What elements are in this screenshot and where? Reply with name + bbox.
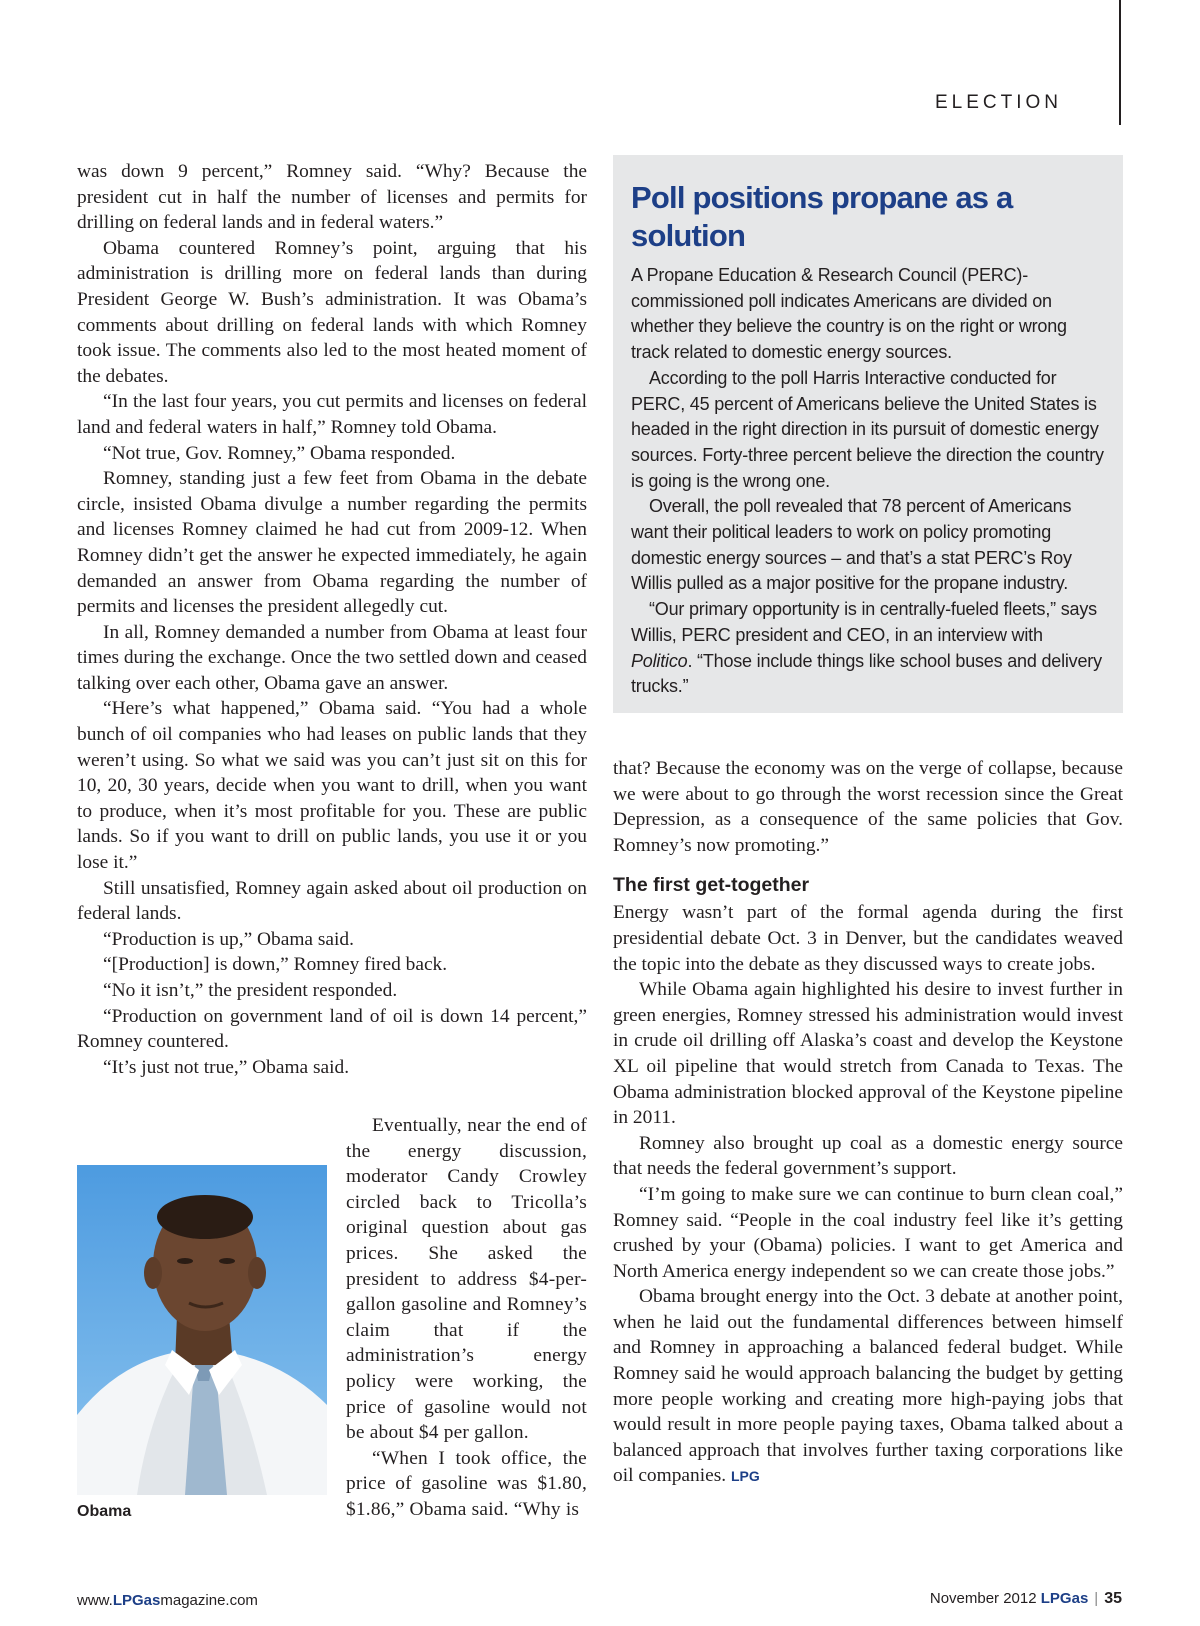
paragraph: While Obama again highlighted his desire to invest further in green energies, Romney stressed his administration would invest in crude oil drilling off Alaska’s coast and develop the Keystone XL oil pipeline that would stretch from Canada to Texas. The Obama administration blocked approval of the Keystone pipeline in 2011. bbox=[613, 979, 1123, 1129]
magazine-name: LPGas bbox=[1040, 1590, 1089, 1607]
issue-date: November 2012 bbox=[929, 1590, 1037, 1607]
paragraph: Romney also brought up coal as a domestic energy source that needs the federal government’s support. bbox=[613, 1132, 1123, 1180]
paragraph-text: Obama brought energy into the Oct. 3 debate at another point, when he laid out the fundamental differences between himself and Romney in approaching a balanced federal budget. While Romney said he would approach balancing the budget by getting more people working and creating more high-paying jobs that would result in more people paying taxes, Obama talked about a balanced approach that involves further taxing corporations like oil companies. bbox=[613, 1286, 1123, 1487]
paragraph: “In the last four years, you cut permits and licenses on federal land and federal waters in half,” Romney told Obama. bbox=[77, 391, 587, 438]
paragraph: Obama countered Romney’s point, arguing that his administration is drilling more on federal lands than during President George W. Bush’s administration. It was Obama’s comments about drilling on federal lands with which Romney took issue. The comments also led to the most heated moment of the debates. bbox=[77, 237, 587, 387]
paragraph: Energy wasn’t part of the formal agenda during the first presidential debate Oct. 3 in Denver, but the candidates weaved the topic into the debate as they discussed ways to create jobs. bbox=[613, 902, 1123, 975]
paragraph: “[Production] is down,” Romney fired back. bbox=[103, 954, 448, 976]
paragraph: “Here’s what happened,” Obama said. “You had a whole bunch of oil companies who had leases on public lands that they weren’t using. So what we said was you can’t just sit on this for 10, 20, 30 years, decide when you want to drill, when you want to produce, when it’s most profitable for you. These are public lands. So if you want to drill on public lands, you use it or you lose it.” bbox=[77, 698, 587, 874]
left-column bbox=[77, 159, 587, 1080]
end-mark: LPG bbox=[730, 1468, 760, 1485]
paragraph: In all, Romney demanded a number from Obama at least four times during the exchange. Once the two settled down and ceased talking over each other, Obama gave an answer. bbox=[77, 621, 587, 694]
sidebar-paragraph: A Propane Education & Research Council (PERC)-commissioned poll indicates Americans are divided on whether they believe the country is on the right or wrong track related to domestic energy sources. bbox=[631, 265, 1067, 363]
footer-url-suffix: magazine.com bbox=[160, 1592, 258, 1609]
section-divider bbox=[1119, 0, 1121, 125]
sidebar-quote-text: “Our primary opportunity is in centrally-fueled fleets,” says Willis, PERC president and CEO, in an interview with bbox=[631, 599, 1097, 645]
paragraph: that? Because the economy was on the verge of collapse, because we were about to go through the worst recession since the Great Depression, as a consequence of the same policies that Gov. Romney’s now promoting.” bbox=[613, 758, 1123, 856]
sidebar-paragraph: Overall, the poll revealed that 78 percent of Americans want their political leaders to work on policy promoting domestic energy sources – and that’s a stat PERC’s Roy Willis pulled as a major positive for the propane industry. bbox=[631, 496, 1072, 594]
obama-photo bbox=[77, 1165, 327, 1495]
paragraph bbox=[613, 1284, 1123, 1490]
paragraph: “Not true, Gov. Romney,” Obama responded. bbox=[103, 442, 456, 464]
right-column bbox=[613, 756, 1123, 1490]
sidebar-box bbox=[613, 155, 1123, 713]
narrow-column bbox=[346, 1113, 587, 1523]
footer-url[interactable] bbox=[77, 1592, 258, 1609]
paragraph: “It’s just not true,” Obama said. bbox=[103, 1056, 350, 1078]
portrait-image bbox=[77, 1165, 327, 1495]
sidebar-quote-text: . “Those include things like school buses and delivery trucks.” bbox=[631, 650, 1102, 697]
footer-url-brand: LPGas bbox=[112, 1592, 161, 1609]
paragraph: was down 9 percent,” Romney said. “Why? Because the president cut in half the number of licenses and permits for drilling on federal lands and in federal waters.” bbox=[77, 161, 587, 234]
section-label: ELECTION bbox=[934, 92, 1062, 113]
sidebar-paragraph: According to the poll Harris Interactive conducted for PERC, 45 percent of Americans believe the United States is headed in the right direction in its pursuit of domestic energy sources. Forty-three percent believe the direction the country is going is the wrong one. bbox=[631, 367, 1104, 491]
paragraph: Romney, standing just a few feet from Obama in the debate circle, insisted Obama divulge a number regarding the permits and licenses Romney claimed he had cut from 2009-12. When Romney didn’t get the answer he expected immediately, he again demanded an answer from Obama regarding the number of permits and licenses the president allegedly cut. bbox=[77, 468, 587, 618]
publication-name: Politico bbox=[631, 650, 688, 671]
footer-folio bbox=[930, 1590, 1122, 1608]
paragraph: “Production is up,” Obama said. bbox=[103, 928, 354, 950]
paragraph: Still unsatisfied, Romney again asked about oil production on federal lands. bbox=[77, 877, 587, 925]
folio-separator: | bbox=[1094, 1590, 1099, 1607]
subheading: The first get-together bbox=[613, 874, 810, 897]
photo-caption: Obama bbox=[77, 1503, 132, 1520]
paragraph: “Production on government land of oil is down 14 percent,” Romney countered. bbox=[77, 1005, 587, 1053]
paragraph: “When I took office, the price of gasoline was $1.80, $1.86,” Obama said. “Why is bbox=[346, 1447, 587, 1520]
paragraph: Eventually, near the end of the energy discussion, moderator Candy Crowley circled back to Tricolla’s original question about gas prices. She asked the president to address $4-per-gallon gasoline and Romney’s claim that if the administration’s energy policy were working, the price of gasoline would not be about $4 per gallon. bbox=[346, 1115, 587, 1444]
paragraph: “I’m going to make sure we can continue to burn clean coal,” Romney said. “People in the coal industry feel like it’s getting crushed by your (Obama) policies. I want to get America and North America energy independent so we can create those jobs.” bbox=[613, 1183, 1123, 1282]
sidebar-title: Poll positions propane as a solution bbox=[631, 180, 1013, 253]
paragraph: “No it isn’t,” the president responded. bbox=[103, 980, 398, 1001]
footer-url-prefix: www. bbox=[77, 1592, 113, 1609]
sidebar-paragraph bbox=[631, 597, 1105, 700]
page-number: 35 bbox=[1104, 1590, 1122, 1607]
